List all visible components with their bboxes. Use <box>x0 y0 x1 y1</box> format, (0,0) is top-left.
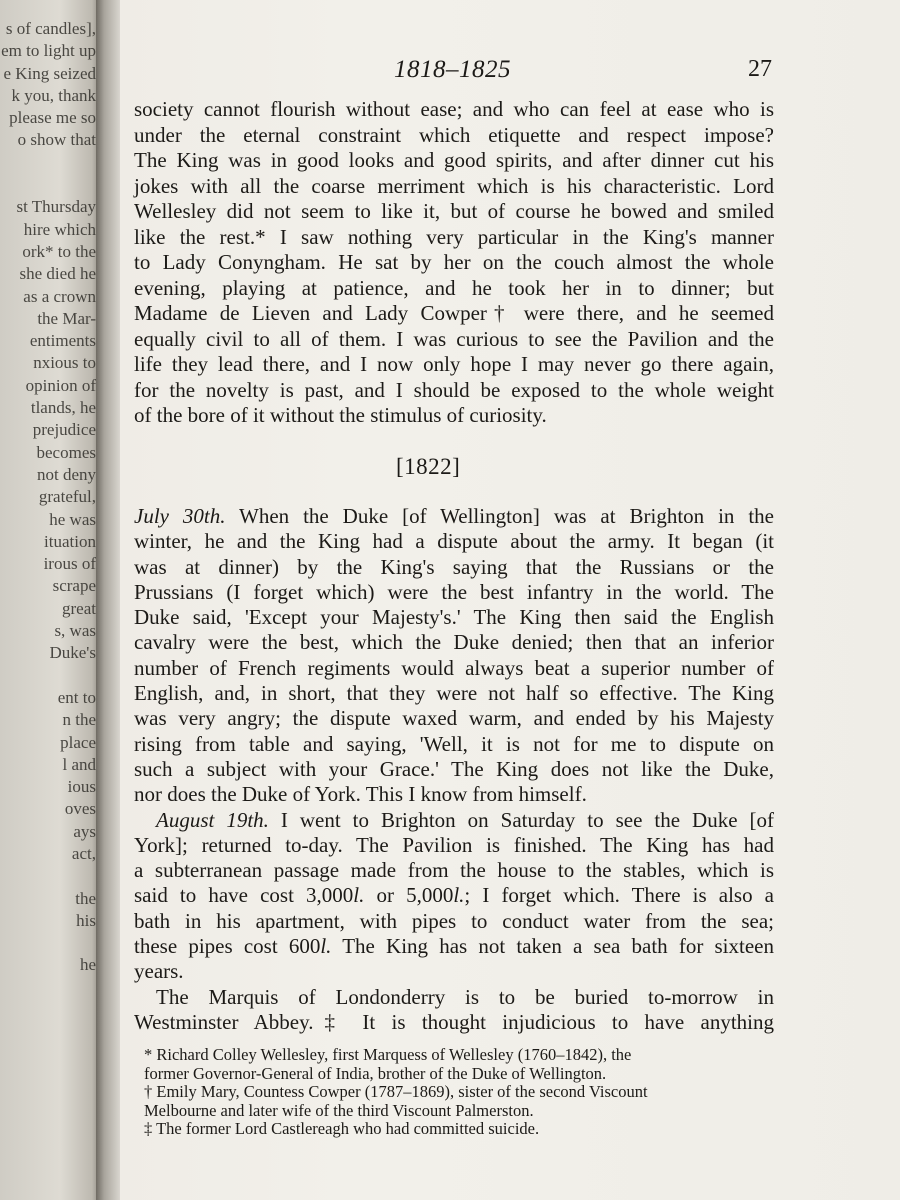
left-page-line: as a crown <box>23 286 96 306</box>
left-page-line: Duke's <box>49 643 96 663</box>
text-line: The King was in good looks and good spirits, and after dinner cut his <box>134 148 774 172</box>
text-run: ; I forget which. There is also a <box>464 883 775 908</box>
text-run: or 5,000 <box>364 883 454 908</box>
text-line: such a subject with your Grace.' The King does not like the Duke, <box>134 756 774 781</box>
currency-abbrev: l. <box>353 883 365 908</box>
left-page-line: entiments <box>29 331 96 351</box>
text-line: winter, he and the King had a dispute about the army. It began (it <box>134 529 774 554</box>
text-line: was very angry; the dispute waxed warm, and ended by his Majesty <box>134 706 774 731</box>
left-page-line: n the <box>62 710 96 730</box>
text-line: English, and, in short, that they were not half so effective. The King <box>134 681 774 706</box>
text-line: society cannot flourish without ease; and who can feel at ease who is <box>134 97 774 121</box>
text-run: The King has not taken a sea bath for sixteen <box>331 934 774 959</box>
text-line: evening, playing at patience, and he took her in to dinner; but <box>134 275 774 300</box>
left-page-line: act, <box>71 843 96 863</box>
left-page-line: the Mar- <box>37 308 96 328</box>
footnotes <box>144 1046 774 1139</box>
left-page-line: nxious to <box>33 353 96 373</box>
text-line: rising from table and saying, 'Well, it is not for me to dispute on <box>134 731 774 756</box>
entry-date: July 30th. <box>134 504 226 528</box>
left-page-text <box>0 18 96 977</box>
left-page-line: em to light up <box>1 41 96 61</box>
left-page-line: ays <box>73 821 96 841</box>
text-line: York]; returned to-day. The Pavilion is finished. The King has had <box>134 832 774 857</box>
running-head <box>132 56 772 90</box>
text-line: The Marquis of Londonderry is to be buried to-morrow in <box>156 984 774 1009</box>
left-page-line: scrape <box>52 576 96 596</box>
text-line: to Lady Conyngham. He sat by her on the couch almost the whole <box>134 250 774 274</box>
currency-abbrev: l. <box>320 934 332 959</box>
left-page-line: please me so <box>9 108 96 128</box>
text-run: said to have cost 3,000 <box>134 883 354 908</box>
text-line: bath in his apartment, with pipes to conduct water from the sea; <box>134 908 774 933</box>
left-page-line: k you, thank <box>11 85 96 105</box>
left-page-line: tlands, he <box>30 398 96 418</box>
left-page-line: l and <box>62 754 96 774</box>
left-page-line <box>0 152 96 174</box>
left-page-line: ent to <box>57 687 96 707</box>
left-page-line: he <box>79 955 96 975</box>
left-page-line: s of candles], <box>5 19 96 38</box>
footnote-line: Melbourne and later wife of the third Viscount Palmerston. <box>144 1100 534 1120</box>
text-line: life they lead there, and I now only hope I may never go there again, <box>134 352 774 376</box>
left-page-line: ious <box>67 777 96 797</box>
left-page-line: the <box>75 888 96 908</box>
book-gutter <box>96 0 120 1200</box>
left-page-line <box>0 665 96 687</box>
text-line: for the novelty is past, and I should be exposed to the whole weight <box>134 377 774 402</box>
text-line: number of French regiments would always beat a superior number of <box>134 655 774 680</box>
footnote-line: former Governor-General of India, brother of the Duke of Wellington. <box>144 1063 607 1083</box>
text-line <box>134 883 774 908</box>
left-page-line <box>0 865 96 887</box>
page-number: 27 <box>748 56 772 82</box>
left-page-line: prejudice <box>32 420 96 440</box>
main-page <box>120 0 900 1200</box>
text-line: jokes with all the coarse merriment which is his characteristic. Lord <box>134 173 774 198</box>
entry-first-line <box>134 808 774 833</box>
entry-date: August 19th. <box>156 807 269 832</box>
left-page-line: she died he <box>19 264 96 284</box>
entry-text: When the Duke [of Wellington] was at Brighton in the <box>225 504 774 528</box>
year-heading: [1822] <box>396 454 461 479</box>
left-page-line: grateful, <box>38 487 96 507</box>
left-page-line: e King seized <box>3 63 96 83</box>
left-page-line: becomes <box>36 442 96 462</box>
left-page-line: s, was <box>54 621 96 641</box>
left-facing-page <box>0 0 100 1200</box>
text-line: years. <box>134 959 184 984</box>
text-line: Madame de Lieven and Lady Cowper† were there, and he seemed <box>134 301 774 325</box>
left-page-line: not deny <box>36 464 96 484</box>
left-page-line: he was <box>49 509 96 529</box>
text-line: under the eternal constraint which etiquette and respect impose? <box>134 122 774 147</box>
text-line: a subterranean passage made from the house to the stables, which is <box>134 858 774 883</box>
left-page-line: ork* to the <box>22 241 96 261</box>
left-page-line: oves <box>64 799 96 819</box>
footnote-line: * Richard Colley Wellesley, first Marquess of Wellesley (1760–1842), the <box>144 1045 632 1064</box>
left-page-line: st Thursday <box>16 197 96 217</box>
diary-entries <box>134 504 774 1035</box>
text-line: was at dinner) by the King's saying that the Russians or the <box>134 554 774 579</box>
currency-abbrev: l. <box>453 883 465 908</box>
left-page-line: o show that <box>17 130 96 150</box>
left-page-line <box>0 174 96 196</box>
paragraph-1 <box>134 97 774 429</box>
text-line: like the rest.* I saw nothing very particular in the King's manner <box>134 224 774 249</box>
text-line: nor does the Duke of York. This I know from himself. <box>134 782 587 807</box>
left-page-line: hire which <box>23 219 96 239</box>
left-page-line: his <box>76 910 96 930</box>
left-page-line <box>0 932 96 954</box>
footnote-line: † Emily Mary, Countess Cowper (1787–1869), sister of the second Viscount <box>144 1082 648 1102</box>
left-page-line: place <box>60 732 96 752</box>
text-line: Wellesley did not seem to like it, but of course he bowed and smiled <box>134 199 774 223</box>
left-page-line: opinion of <box>25 375 96 395</box>
text-run: these pipes cost 600 <box>134 934 321 959</box>
text-line: equally civil to all of them. I was curious to see the Pavilion and the <box>134 326 774 351</box>
text-line: Duke said, 'Except your Majesty's.' The King then said the English <box>134 605 774 630</box>
text-line: Westminster Abbey.‡ It is thought injudicious to have anything <box>134 1009 774 1034</box>
left-page-line: irous of <box>43 554 96 574</box>
left-page-line: ituation <box>44 531 96 551</box>
text-line: cavalry were the best, which the Duke denied; then that an inferior <box>134 630 774 655</box>
text-line: Prussians (I forget which) were the best infantry in the world. The <box>134 579 774 604</box>
running-title: 1818–1825 <box>394 56 511 83</box>
entry-text: I went to Brighton on Saturday to see the Duke [of <box>268 807 774 832</box>
entry-first-line <box>134 504 774 529</box>
text-line <box>134 934 774 959</box>
left-page-line: great <box>62 598 96 618</box>
footnote-line: ‡ The former Lord Castlereagh who had committed suicide. <box>144 1119 540 1139</box>
text-line: of the bore of it without the stimulus of curiosity. <box>134 403 547 427</box>
